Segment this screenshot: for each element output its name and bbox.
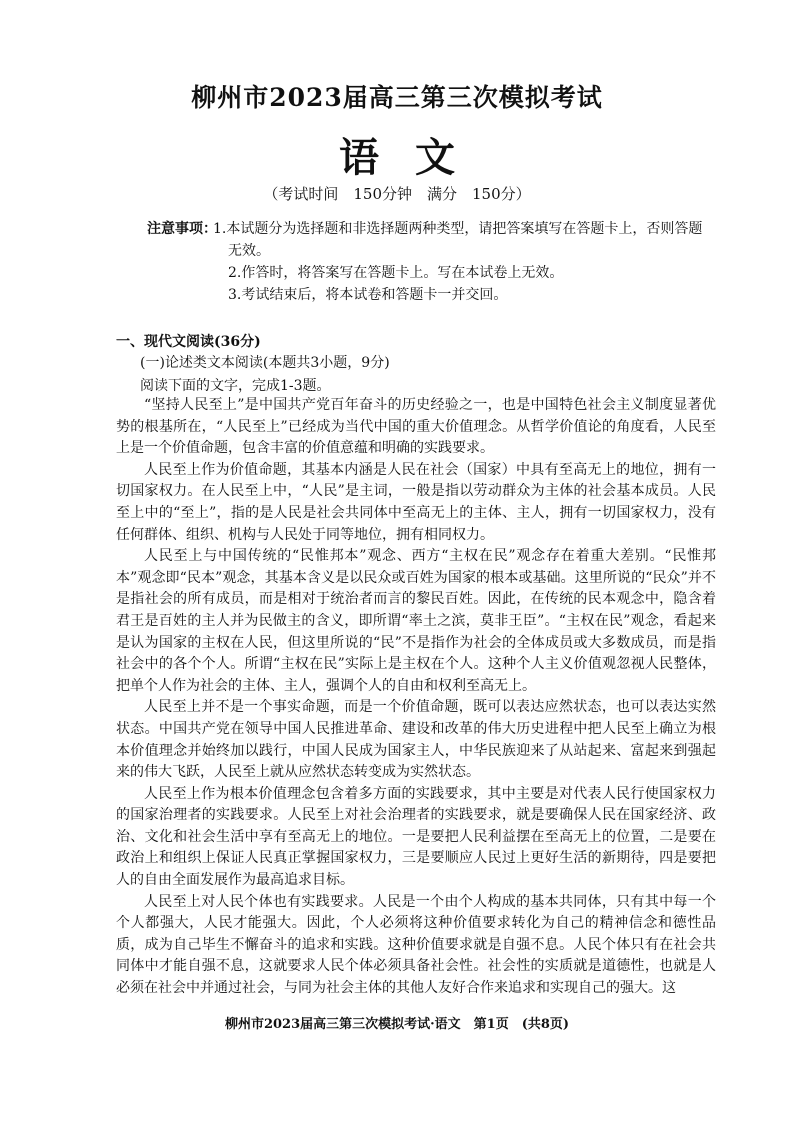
reading-instruction: 阅读下面的文字，完成1-3题。	[140, 378, 331, 394]
notice-item-3: 3.考试结束后，将本试卷和答题卡一并交回。	[228, 287, 508, 303]
passage-paragraph: 人民至上对人民个体也有实践要求。人民是一个由个人构成的基本共同体，只有其中每一个个人都强大，人民才能强大。因此，个人必须将这种价值要求转化为自己的精神信念和德性品质，成为自己毕生不懈奋斗的追求和实践。这种价值要求就是自强不息。人民个体只有在社会共同体中才能自强不息，这就要求人民个体必须具备社会性。社会性的实质就是道德性，也就是人必须在社会中并通过社会，与同为社会主体的其他人友好合作来追求和实现自己的强大。这	[116, 893, 716, 997]
notice-block	[147, 218, 710, 306]
passage-paragraph: 人民至上作为根本价值理念包含着多方面的实践要求，其中主要是对代表人民行使国家权力的国家治理者的实践要求。人民至上对社会治理者的实践要求，就是要确保人民在国家经济、政治、文化和社会生活中享有至高无上的地位。一是要把人民利益摆在至高无上的位置，二是要在政治上和组织上保证人民真正掌握国家权力，三是要顺应人民过上更好生活的新期待，四是要把人的自由全面发展作为最高追求目标。	[116, 785, 716, 889]
passage-paragraph: 人民至上并不是一个事实命题，而是一个价值命题，既可以表达应然状态，也可以表达实然状态。中国共产党在领导中国人民推进革命、建设和改革的伟大历史进程中把人民至上确立为根本价值理念并始终加以践行，中国人民成为国家主人，中华民族迎来了从站起来、富起来到强起来的伟大飞跃，人民至上就从应然状态转变成为实然状态。	[116, 699, 716, 781]
exam-title: 柳州市2023届高三第三次模拟考试	[191, 83, 603, 112]
notice-item-2: 2.作答时，将答案写在答题卡上。写在本试卷上无效。	[228, 265, 564, 281]
notice-item-1: 1.本试题分为选择题和非选择题两种类型，请把答案填写在答题卡上，否则答题	[213, 221, 703, 237]
exam-info: （考试时间 150分钟 满分 150分）	[263, 185, 531, 203]
passage-paragraph: 人民至上作为价值命题，其基本内涵是人民在社会（国家）中具有至高无上的地位，拥有一切国家权力。在人民至上中，“人民”是主词，一般是指以劳动群众为主体的社会基本成员。人民至上中的“至上”，指的是人民是社会共同体中至高无上的主体、主人，拥有一切国家权力，没有任何群体、组织、机构与人民处于同等地位，拥有相同权力。	[116, 461, 716, 543]
passage-paragraph: “坚持人民至上”是中国共产党百年奋斗的历史经验之一，也是中国特色社会主义制度显著优势的根基所在，“人民至上”已经成为当代中国的重大价值理念。从哲学价值论的角度看，人民至上是一个价值命题，包含丰富的价值意蕴和明确的实践要求。	[116, 397, 716, 457]
sub-section-title: (一)论述类文本阅读(本题共3小题，9分)	[140, 355, 390, 371]
notice-label: 注意事项：	[147, 221, 217, 237]
notice-item-1-cont: 无效。	[228, 243, 270, 259]
reading-passage	[116, 395, 716, 1000]
section-title: 一、现代文阅读(36分)	[116, 334, 261, 350]
page-footer: 柳州市2023届高三第三次模拟考试·语文 第1页 (共8页)	[224, 1017, 570, 1032]
passage-paragraph: 人民至上与中国传统的“民惟邦本”观念、西方“主权在民”观念存在着重大差别。“民惟邦本”观念即“民本”观念，其基本含义是以民众或百姓为国家的根本或基础。这里所说的“民众”并不是指社会的所有成员，而是相对于统治者而言的黎民百姓。因此，在传统的民本观念中，隐含着君王是百姓的主人并为民做主的含义，即所谓“率土之滨，莫非王臣”。“主权在民”观念，看起来是认为国家的主权在人民，但这里所说的“民”不是指作为社会的全体成员或大多数成员，而是指社会中的各个个人。所谓“主权在民”实际上是主权在个人。这种个人主义价值观忽视人民整体，把单个人作为社会的主体、主人，强调个人的自由和权利至高无上。	[116, 548, 716, 694]
subject-title: 语文	[339, 134, 491, 181]
